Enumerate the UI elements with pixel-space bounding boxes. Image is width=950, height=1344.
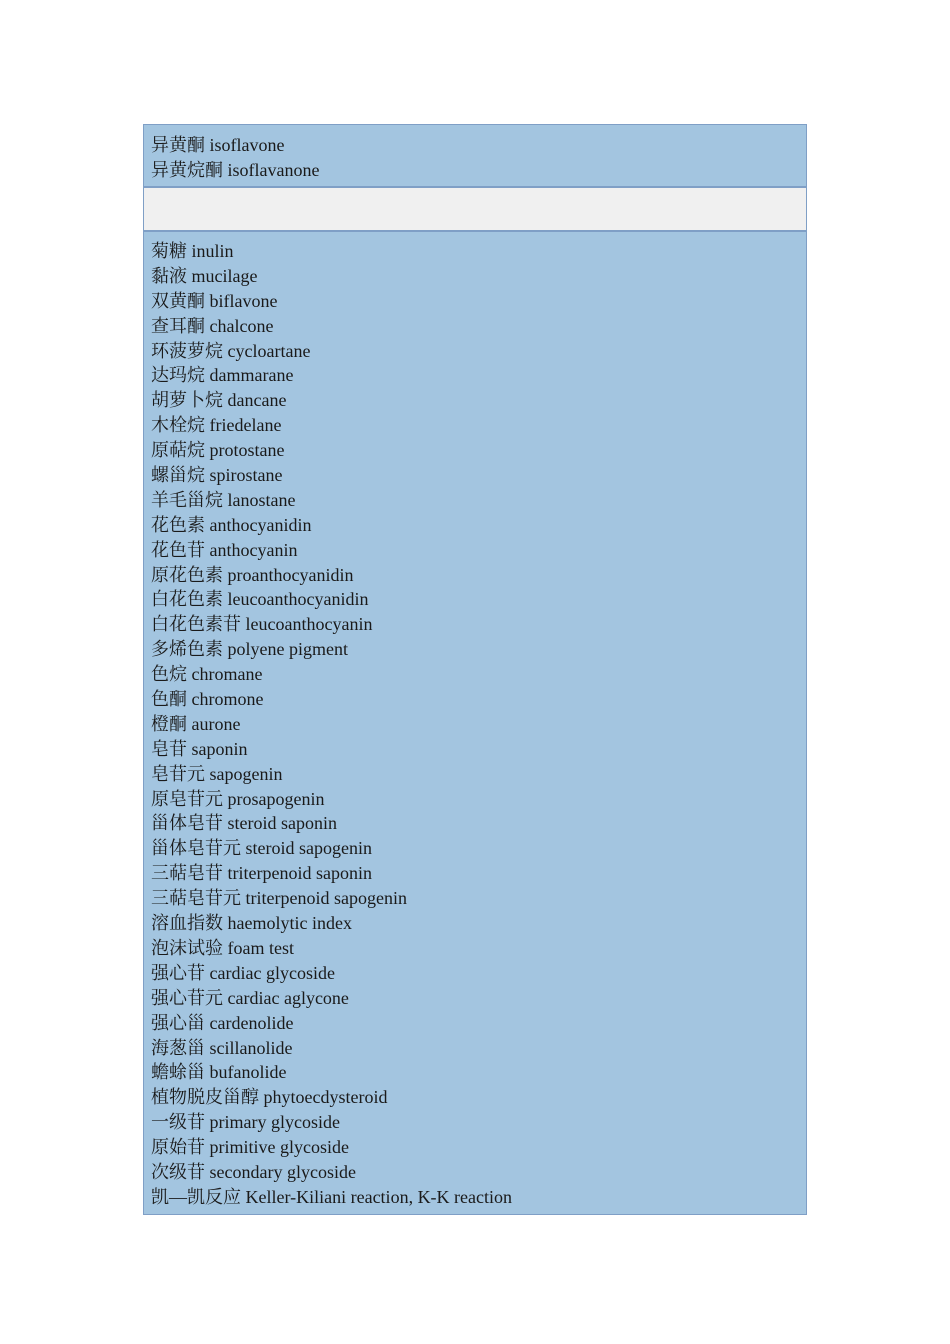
glossary-term: 胡萝卜烷 dancane [151, 390, 287, 411]
glossary-term: 异黄烷酮 isoflavanone [151, 159, 320, 180]
glossary-term: 查耳酮 chalcone [151, 315, 274, 336]
glossary-term: 凯—凯反应 Keller-Kiliani reaction, K-K reaction [151, 1186, 513, 1207]
glossary-term: 溶血指数 haemolytic index [151, 913, 352, 934]
glossary-term: 多烯色素 polyene pigment [151, 639, 348, 660]
glossary-term: 橙酮 aurone [151, 713, 241, 734]
glossary-term: 蟾蜍甾 bufanolide [151, 1062, 287, 1083]
glossary-empty-row [144, 188, 806, 232]
glossary-term: 甾体皂苷 steroid saponin [151, 813, 337, 834]
glossary-term: 一级苷 primary glycoside [151, 1112, 340, 1133]
glossary-top-cell [144, 125, 806, 188]
glossary-term: 原萜烷 protostane [151, 440, 285, 461]
glossary-term: 双黄酮 biflavone [151, 290, 278, 311]
glossary-table [143, 124, 807, 1215]
glossary-term: 白花色素苷 leucoanthocyanin [151, 614, 373, 635]
glossary-term: 强心甾 cardenolide [151, 1012, 294, 1033]
glossary-term: 三萜皂苷 triterpenoid saponin [151, 863, 372, 884]
glossary-term: 泡沫试验 foam test [151, 937, 294, 958]
glossary-term: 强心苷 cardiac glycoside [151, 962, 335, 983]
glossary-term: 色酮 chromone [151, 689, 264, 710]
glossary-term: 甾体皂苷元 steroid sapogenin [151, 838, 372, 859]
glossary-term: 羊毛甾烷 lanostane [151, 489, 296, 510]
glossary-term: 植物脱皮甾醇 phytoecdysteroid [151, 1087, 388, 1108]
glossary-term: 次级苷 secondary glycoside [151, 1161, 356, 1182]
glossary-term: 强心苷元 cardiac aglycone [151, 987, 349, 1008]
glossary-term: 异黄酮 isoflavone [151, 135, 285, 155]
glossary-term: 三萜皂苷元 triterpenoid sapogenin [151, 888, 407, 909]
glossary-term: 达玛烷 dammarane [151, 365, 294, 386]
glossary-main-cell [144, 232, 806, 1214]
glossary-term: 原花色素 proanthocyanidin [151, 564, 354, 585]
glossary-term: 白花色素 leucoanthocyanidin [151, 589, 369, 610]
glossary-term: 原始苷 primitive glycoside [151, 1137, 349, 1158]
glossary-term: 花色素 anthocyanidin [151, 514, 312, 535]
glossary-term: 海葱甾 scillanolide [151, 1037, 293, 1058]
glossary-term: 黏液 mucilage [151, 265, 258, 286]
glossary-term: 色烷 chromane [151, 664, 263, 685]
glossary-term: 木栓烷 friedelane [151, 415, 282, 436]
glossary-term: 皂苷元 sapogenin [151, 763, 283, 784]
glossary-term: 皂苷 saponin [151, 738, 248, 759]
glossary-term: 螺甾烷 spirostane [151, 465, 283, 486]
glossary-term: 菊糖 inulin [151, 241, 234, 261]
glossary-term: 环菠萝烷 cycloartane [151, 340, 311, 361]
glossary-term: 原皂苷元 prosapogenin [151, 788, 325, 809]
glossary-term: 花色苷 anthocyanin [151, 539, 298, 560]
